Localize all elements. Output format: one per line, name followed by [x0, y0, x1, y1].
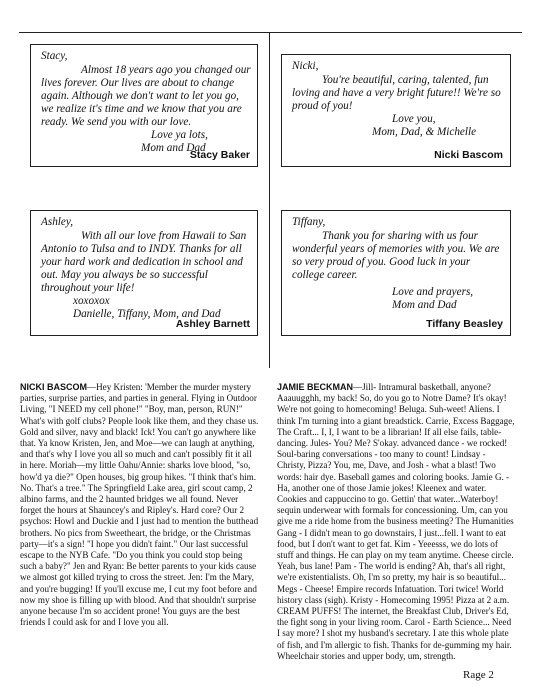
box-closing: Love ya lots,	[151, 129, 208, 141]
box-signature: Nicki Bascom	[434, 149, 503, 161]
box-signature: Stacy Baker	[189, 149, 250, 161]
box-message: With all our love from Hawaii to San Antonio to Tulsa and to INDY. Thanks for all your hard work and dedication in school and out. May you always be so successful throughout your life!	[41, 230, 247, 294]
top-rule	[19, 32, 522, 33]
article-text: —Jill- Intramural basketball, anyone? Aaauugghh, my back! So, do you go to Notre Dame? It's okay! We're not going to homecoming! Beluga. Suh-weet! Aliens. I think I'm turning into a giant breadstick. Carrie, Excess Baggage, The Craft... I, I, I want to be a librarian! If all else fails, table-dancing. Jules- You? Me? S'okay. advanced dance - we rocked! Soul-baring conversations - too many to count! Lindsay - Christy, Pizza? You, me, Dave, and Josh - what a blast! Two words: hair dye. Baseball games and coloring books. Jamie G. - Ha, another one of those Jamie jokes! Kleenex and water. Cookies and cappuccino to go. Gettin' that water...Waterboy! sequin underwear with formals for concessioning. Um, can you give me a ride home from the business meeting? The Humanities Gang - I didn't mean to go downstairs, I just...fell. I want to eat food, but I don't want to get fat. Kim - Yeeesss, we do lots of stuff and things. He can play on my team anytime. Cheese circle. Yeah, bus lane! Pam - The world is ending? Ah, that's all right, we're existentialists. Oh, I'm so pretty, my hair is so beautiful... Megs - Cheese! Empire records Infatuation. Tori twice! World history class (sigh). Kristy - Homecoming 1995! Pizza at 2 a.m. CREAM PUFFS! The internet, the Breakfast Club, Driver's Ed, the fight song in your living room. Carol - Earth Science... Need I say more? I shot my husband's secretary. I ate this whole plate of fish, and I'm allergic to fish. Thanks for de-gumming my hair. Wheelchair stories and upper body, um, strength.	[277, 382, 515, 661]
box-from: Danielle, Tiffany, Mom, and Dad	[73, 308, 221, 320]
article-text: —Hey Kristen: 'Member the murder mystery parties, surprise parties, and parties in general. Flying in Outdoor Living, "I NEED my cell phone!" "Boy, man, person, RUN!" What's with golf clubs? People look like them, and they chase us. Gold and silver, navy and black! Ick! You can't go anywhere like that. Ya know Kristen, Jen, and Moe—we can laugh at anything, and that's why I love you all so much and can't possibly fit it all in here. Moriah—my little Oahu/Annie: sharks love blood, "so, how'd ya die?" Open houses, big group hikes. "I think that's him. No. That's a tree." The Springfield Lake area, girl scout camp, 2 albino farms, and the 2 haunted bridges we all found. Never forget the hours at Shauncey's and Ripley's. Hard core? Our 2 psychos: Howl and Duckie and I just had to mention the butthead brothers. No pics from Sweetheart, the bridge, or the Christmas party—it's a sign! "I hope you didn't faint." Our last successful escape to the NYB Cafe. "Do you think you could stop being such a baby?" Jen and Ryan: Be better parents to your kids cause we almost got killed trying to cross the street. Jen: I'm the Mary, and you're bugging! If you'll excuse me, I cut my foot before and now my shoe is filling up with blood. And that shouldn't surprise anyone because I'm so accident prone! You guys are the best friends I could ask for and I love you all.	[20, 382, 259, 628]
box-greeting: Nicki,	[292, 60, 319, 72]
box-closing: xoxoxox	[73, 295, 110, 307]
article-name: JAMIE BECKMAN	[277, 382, 354, 392]
box-closing: Love you,	[392, 113, 436, 125]
article-name: NICKI BASCOM	[20, 382, 87, 392]
message-box-stacy	[30, 44, 258, 167]
box-from: Mom, Dad, & Michelle	[372, 126, 477, 138]
box-signature: Tiffany Beasley	[426, 318, 503, 330]
box-greeting: Stacy,	[41, 50, 68, 62]
box-greeting: Tiffany,	[292, 216, 326, 228]
box-from: Mom and Dad	[141, 142, 206, 154]
box-signature: Ashley Barnett	[175, 318, 250, 330]
center-rule	[269, 32, 270, 368]
page-number: Rage 2	[463, 669, 494, 681]
box-from: Mom and Dad	[392, 299, 457, 311]
message-box-tiffany	[281, 210, 511, 336]
message-box-nicki	[281, 54, 511, 167]
message-box-ashley	[30, 210, 258, 336]
box-closing: Love and prayers,	[392, 286, 474, 298]
article-jamie-beckman	[277, 382, 516, 662]
box-message: Almost 18 years ago you changed our lives forever. Our lives are about to change again. Although we don't want to let you go, we realize it's time and we know that you are ready. We send you with our love.	[41, 64, 251, 128]
article-nicki-bascom	[20, 382, 259, 628]
box-greeting: Ashley,	[41, 216, 73, 228]
box-message: You're beautiful, caring, talented, fun loving and have a very bright future!! We're so proud of you!	[292, 74, 501, 112]
box-message: Thank you for sharing with us four wonderful years of memories with you. We are so very proud of you. Good luck in your college career.	[292, 230, 500, 281]
